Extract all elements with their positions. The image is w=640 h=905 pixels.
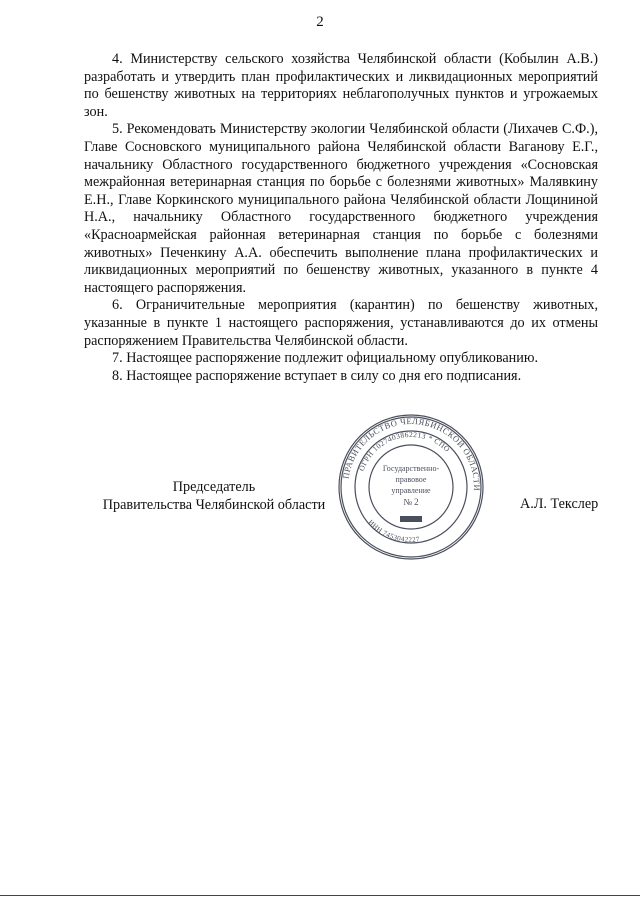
paragraph-7: 7. Настоящее распоряжение подлежит официальному опубликованию. [112, 350, 539, 367]
paragraph-8: 8. Настоящее распоряжение вступает в силу со дня его подписания. [112, 367, 522, 384]
signatory-title-line1: Председатель [172, 479, 256, 495]
seal-center-line2: правовое [395, 475, 427, 484]
seal-center-line4: № 2 [403, 497, 419, 507]
seal-center-line1: Государственно- [382, 464, 440, 473]
official-seal [337, 413, 485, 561]
signatory-name: А.Л. Текслер [520, 496, 599, 512]
paragraph-6: 6. Ограничительные мероприятия (карантин) по бешенству животных, указанные в пункте 1 настоящего распоряжения, устанавливаются до их отмены распоряжением Правительства Челябинской области. [84, 297, 598, 349]
bottom-border-line [0, 895, 640, 896]
seal-outer-text: ПРАВИТЕЛЬСТВО ЧЕЛЯБИНСКОЙ ОБЛАСТИ [340, 415, 483, 492]
svg-text:ИНН 7453042227 [366, 518, 420, 543]
signatory-title-line2: Правительства Челябинской области [102, 497, 326, 513]
seal-center [383, 464, 440, 507]
paragraph-4: 4. Министерству сельского хозяйства Челябинской области (Кобылин А.В.) разработать и утвердить план профилактических и ликвидационных мероприятий по бешенству животных на территориях неблагополучных пунктов и угрожаемых зон. [84, 51, 598, 120]
seal-middle-text: ОГРН 1027403862213 * СПО [356, 429, 452, 473]
document-body [84, 51, 598, 385]
paragraph-5: 5. Рекомендовать Министерству экологии Челябинской области (Лихачев С.Ф.), Главе Сосновского муниципального района Челябинской области Ваганову Е.Г., начальнику Областного государственного бюджетного учреждения «Сосновская межрайонная ветеринарная станция по борьбе с болезнями животных» Малявкину Е.Н., Главе Коркинского муниципального района Челябинской области Лощининой Н.А., начальнику Областного государственного бюджетного учреждения «Красноармейская районная ветеринарная станция по борьбе с болезнями животных» Печенкину А.А. обеспечить выполнение плана профилактических и ликвидационных мероприятий по бешенству животных, указанного в пункте 4 настоящего распоряжения. [84, 121, 598, 296]
seal-center-line3: управление [391, 486, 431, 495]
seal-inn-text: ИНН 7453042227 [366, 518, 421, 544]
seal-emblem-icon [400, 516, 422, 522]
signatory-title [84, 478, 344, 514]
page-number: 2 [316, 14, 324, 30]
